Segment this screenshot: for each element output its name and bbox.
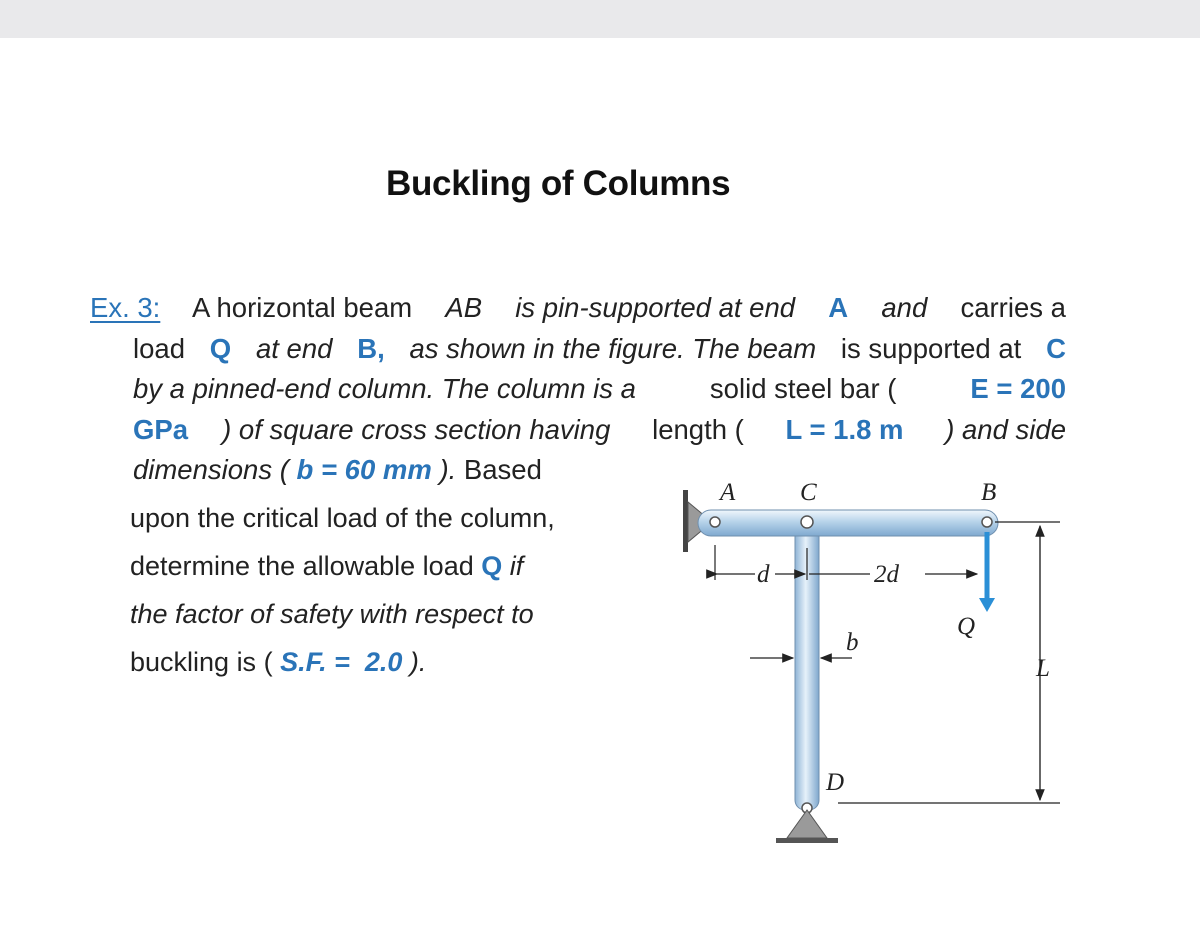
- label-c: C: [800, 479, 817, 506]
- dim-label-l: L: [1036, 655, 1050, 682]
- label-d: D: [826, 769, 845, 796]
- dim-label-b: b: [846, 629, 859, 656]
- problem-line-2: load Q at end B, as shown in the figure. The beam is supported at C: [133, 332, 1066, 364]
- problem-line-3: by a pinned-end column. The column is a solid steel bar ( E = 200: [133, 373, 1066, 404]
- problem-line-1: Ex. 3: A horizontal beam AB is pin-supported at end A and carries a: [90, 288, 1066, 329]
- label-q: Q: [957, 613, 976, 640]
- top-bar: [0, 0, 1200, 38]
- problem-line-6: upon the critical load of the column,: [130, 503, 555, 533]
- label-b: B: [981, 479, 997, 506]
- page-title: Buckling of Columns: [386, 164, 731, 203]
- beam-column-figure: [650, 470, 1070, 850]
- dim-label-d: d: [757, 561, 770, 588]
- problem-line-9: buckling is ( S.F. = 2.0 ).: [130, 647, 427, 677]
- problem-line-5: dimensions ( b = 60 mm ). Based: [133, 454, 542, 485]
- label-a: A: [720, 479, 736, 506]
- problem-line-8: the factor of safety with respect to: [130, 599, 534, 629]
- example-label: Ex. 3:: [90, 292, 161, 323]
- problem-line-4: GPa ) of square cross section having length ( L = 1.8 m ) and side: [133, 413, 1066, 445]
- load-arrow-q: [979, 532, 995, 612]
- pin-support-d: [776, 810, 838, 843]
- problem-line-7: determine the allowable load Q if: [130, 551, 524, 581]
- problem-statement: [90, 288, 1066, 491]
- beam-ab: [698, 510, 998, 536]
- dim-label-2d: 2d: [874, 561, 899, 588]
